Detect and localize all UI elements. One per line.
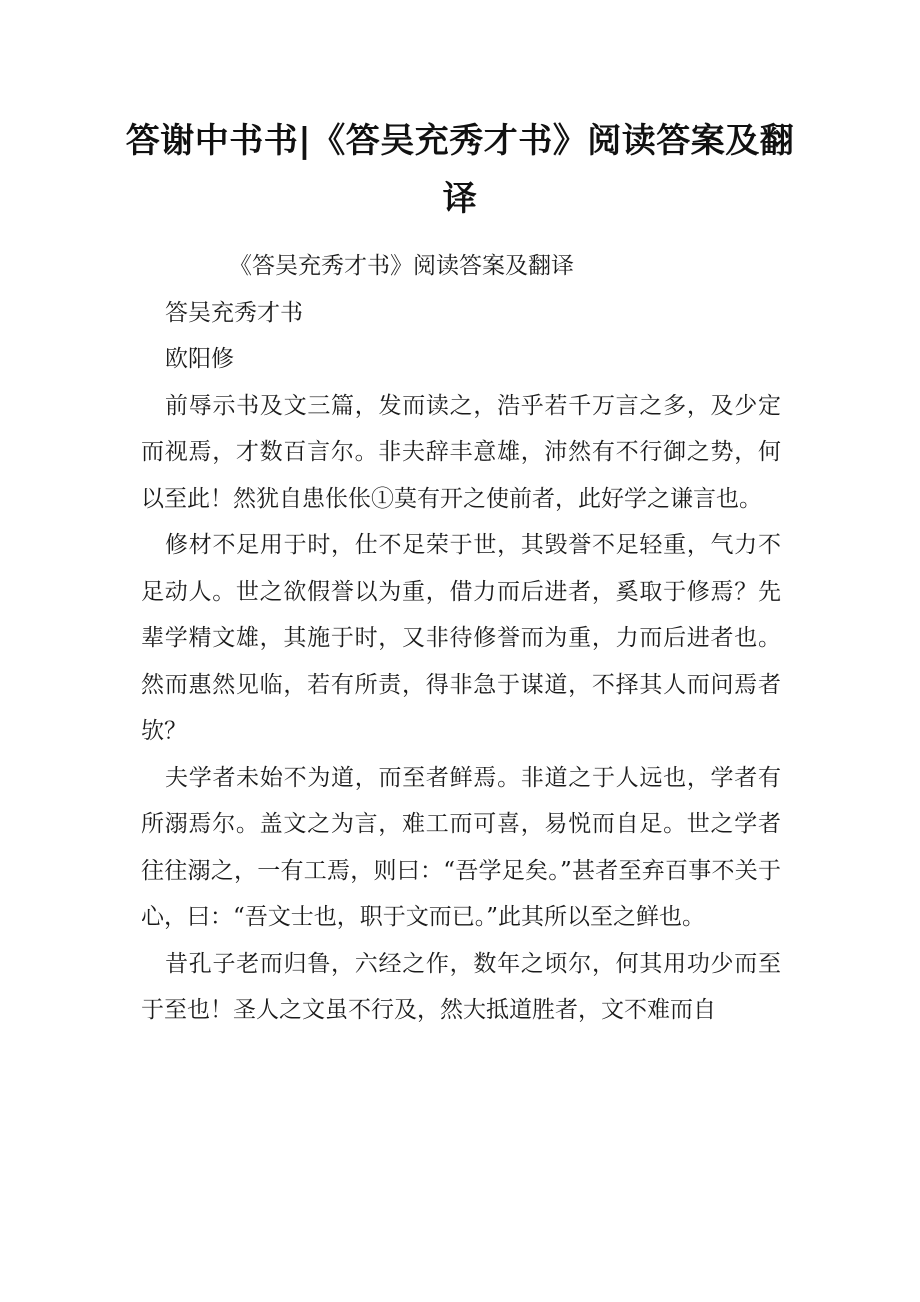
document-subtitle: 《答吴充秀才书》阅读答案及翻译 <box>229 253 574 279</box>
paragraph-2: 修材不足用于时，仕不足荣于世，其毁誉不足轻重，气力不足动人。世之欲假誉以为重，借力而后进者，奚取于修焉？先辈学精文雄，其施于时，又非待修誉而为重，力而后进者也。然而惠然见临，若有所责，得非急于谋道，不择其人而问焉者欤？ <box>141 532 781 744</box>
paragraph-3: 夫学者未始不为道，而至者鲜焉。非道之于人远也，学者有所溺焉尔。盖文之为言，难工而可喜，易悦而自足。世之学者往往溺之，一有工焉，则曰：“吾学足矣。”甚者至弃百事不关于心，曰：“吾文士也，职于文而已。”此其所以至之鲜也。 <box>141 764 781 930</box>
paragraph-1: 前辱示书及文三篇，发而读之，浩乎若千万言之多，及少定而视焉，才数百言尔。非夫辞丰意雄，沛然有不行御之势，何以至此！然犹自患伥伥①莫有开之使前者，此好学之谦言也。 <box>141 392 781 512</box>
essay-title: 答吴充秀才书 <box>165 299 303 326</box>
document-title: 答谢中书书|《答吴充秀才书》阅读答案及翻译 <box>125 121 795 219</box>
paragraph-4: 昔孔子老而归鲁，六经之作，数年之顷尔，何其用功少而至于至也！圣人之文虽不行及，然大抵道胜者，文不难而自 <box>141 950 781 1023</box>
essay-author: 欧阳修 <box>165 346 234 372</box>
document-body <box>141 243 781 1034</box>
